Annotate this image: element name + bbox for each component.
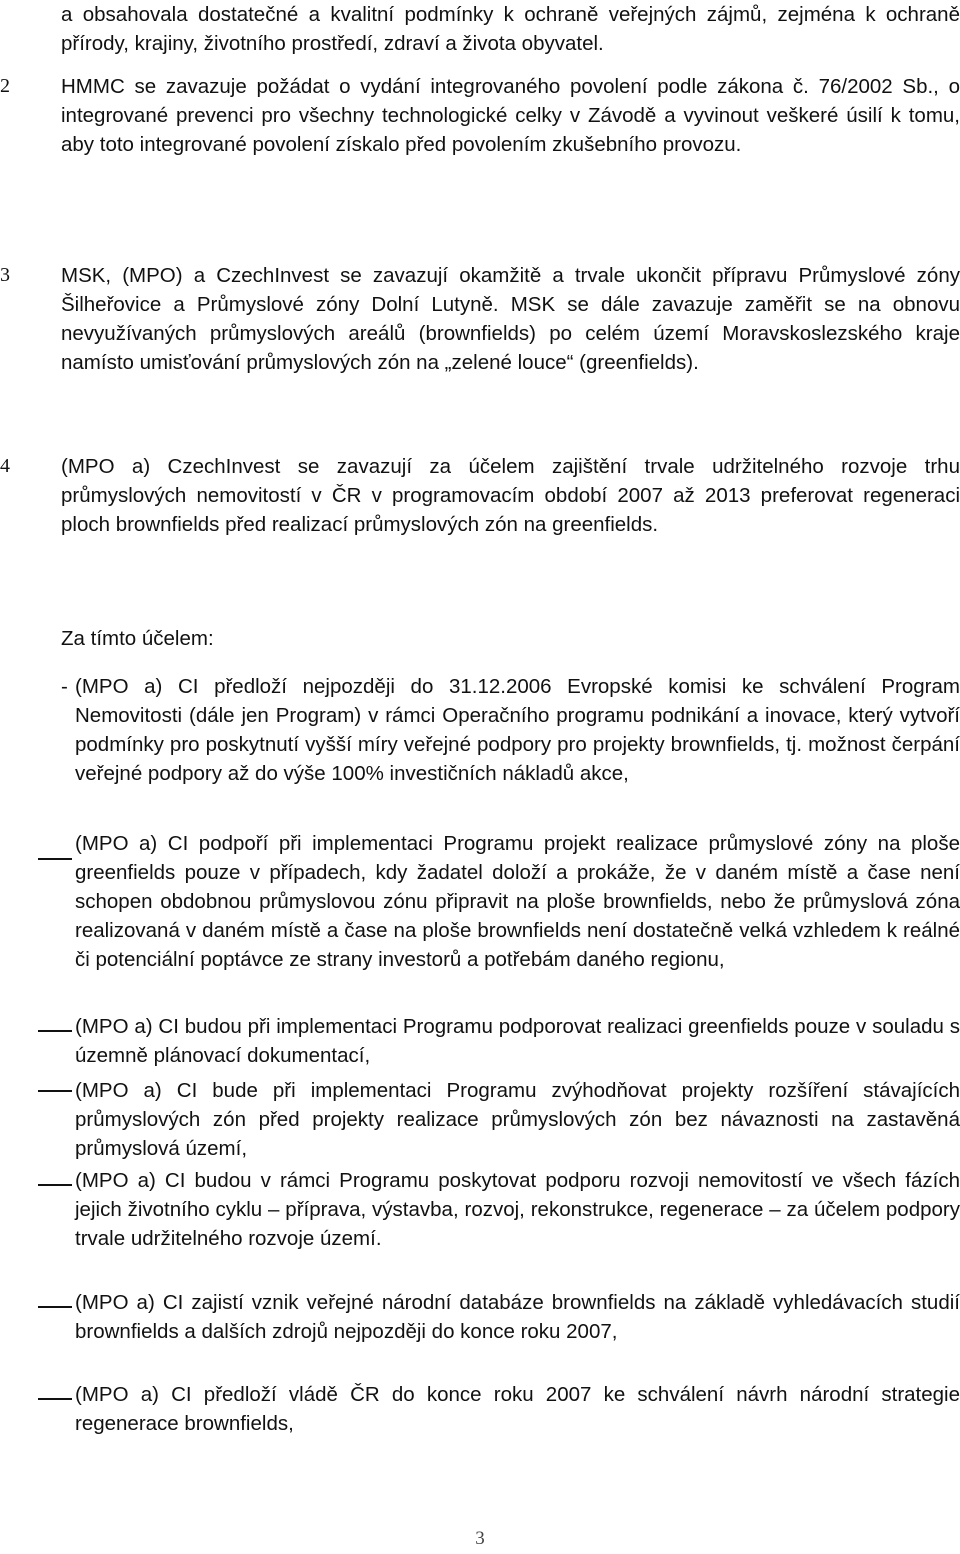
dash-bullet <box>38 1184 72 1186</box>
bullet-prefix: - <box>61 675 68 698</box>
item-number: 2 <box>0 75 10 97</box>
bullet-text: (MPO a) CI bude při implementaci Programu zvýhodňovat projekty rozšíření stávajících průmyslových zón před projekty realizace průmyslových zón bez návaznosti na zastavěná průmyslová území, <box>75 1079 960 1160</box>
item-text: HMMC se zavazuje požádat o vydání integrovaného povolení podle zákona č. 76/2002 Sb., o integrované prevenci pro všechny technologické celky v Závodě a vyvinout veškeré úsilí k tomu, aby toto integrované povolení získalo před povolením zkušebního provozu. <box>61 75 960 156</box>
dash-bullet <box>38 858 72 860</box>
bullet-text: (MPO a) CI budou v rámci Programu poskytovat podporu rozvoji nemovitostí ve všech fázích jejich životního cyklu – příprava, výstavba, rozvoj, rekonstrukce, regenerace – za účelem podpory trvale udržitelného rozvoje území. <box>75 1169 960 1250</box>
dash-bullet <box>38 1090 72 1092</box>
dash-bullet <box>38 1030 72 1032</box>
section-heading: Za tímto účelem: <box>61 627 214 650</box>
item-number: 3 <box>0 264 10 286</box>
item-text: (MPO a) CzechInvest se zavazují za účelem zajištění trvale udržitelného rozvoje trhu průmyslových nemovitostí v ČR v programovacím období 2007 až 2013 preferovat regeneraci ploch brownfields před realizací průmyslových zón na greenfields. <box>61 455 960 536</box>
dash-bullet <box>38 1398 72 1400</box>
bullet-text: (MPO a) CI podpoří při implementaci Programu projekt realizace průmyslové zóny na ploše greenfields pouze v případech, kdy žadatel doloží a prokáže, že v daném místě a čase není schopen obdobnou průmyslovou zónu připravit na ploše brownfields, nebo že průmyslová zóna realizovaná v daném místě a čase na ploše brownfields není dostatečně velká vzhledem k reálné či potenciální poptávce ze strany investorů a potřebám daného regionu, <box>75 832 960 971</box>
bullet-text: (MPO a) CI předloží nejpozději do 31.12.2006 Evropské komisi ke schválení Program Nemovitosti (dále jen Program) v rámci Operačního programu podnikání a inovace, který vytvoří podmínky pro poskytnutí vyšší míry veřejné podpory pro projekty brownfields, tj. možnost čerpání veřejné podpory až do výše 100% investičních nákladů akce, <box>75 675 960 785</box>
page-number: 3 <box>475 1528 485 1549</box>
bullet-text: (MPO a) CI budou při implementaci Programu podporovat realizaci greenfields pouze v souladu s územně plánovací dokumentací, <box>75 1015 960 1067</box>
item-text: MSK, (MPO) a CzechInvest se zavazují okamžitě a trvale ukončit přípravu Průmyslové zóny Šilheřovice a Průmyslové zóny Dolní Lutyně. MSK se dále zavazuje zaměřit se na obnovu nevyužívaných průmyslových areálů (brownfields) po celém území Moravskoslezského kraje namísto umisťování průmyslových zón na „zelené louce“ (greenfields). <box>61 264 960 374</box>
bullet-text: (MPO a) CI předloží vládě ČR do konce roku 2007 ke schválení návrh národní strategie regenerace brownfields, <box>75 1383 960 1435</box>
item-number: 4 <box>0 455 10 477</box>
paragraph-intro: a obsahovala dostatečné a kvalitní podmínky k ochraně veřejných zájmů, zejména k ochraně přírody, krajiny, životního prostředí, zdraví a života obyvatel. <box>61 3 960 55</box>
dash-bullet <box>38 1306 72 1308</box>
bullet-text: (MPO a) CI zajistí vznik veřejné národní databáze brownfields na základě vyhledávacích studií brownfields a dalších zdrojů nejpozději do konce roku 2007, <box>75 1291 960 1343</box>
